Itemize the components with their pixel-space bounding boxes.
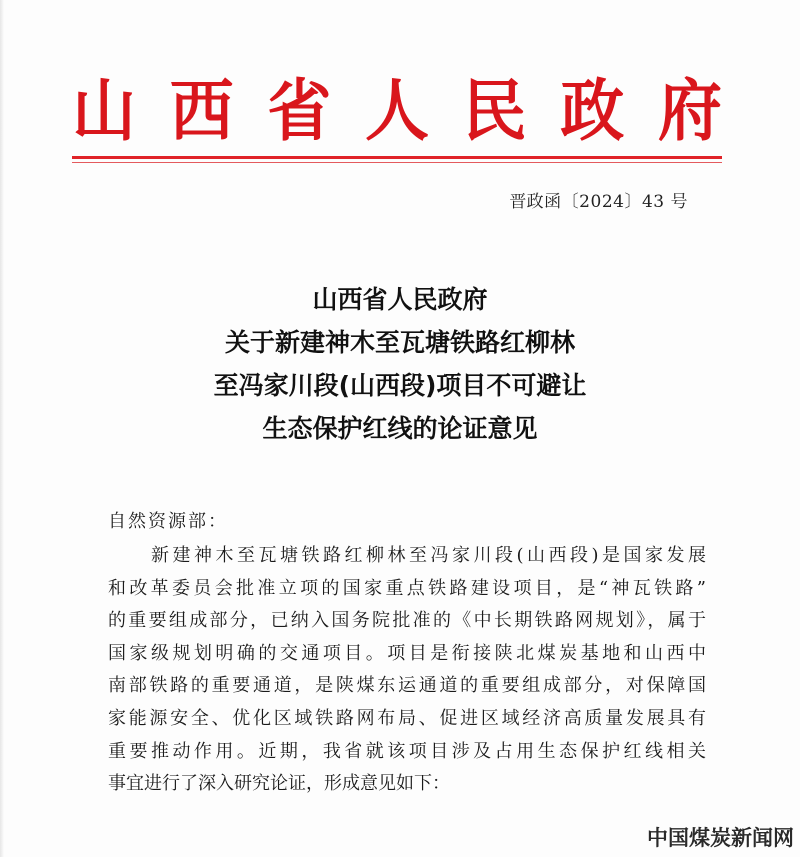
body-paragraph	[108, 540, 706, 801]
body-line: 的重要组成部分，已纳入国务院批准的《中长期铁路网规划》，属于	[108, 610, 706, 632]
body-line: 和改革委员会批准立项的国家重点铁路建设项目，是“神瓦铁路”	[108, 577, 706, 599]
document-title	[0, 278, 800, 450]
body-line: 新建神木至瓦塘铁路红柳林至冯家川段(山西段)是国家发展	[108, 545, 706, 566]
site-watermark: 中国煤炭新闻网	[647, 826, 794, 850]
header-char: 政	[560, 72, 625, 151]
issuer-header	[72, 72, 722, 152]
header-char: 民	[462, 72, 527, 151]
body-line: 事宜进行了深入研究论证，形成意见如下：	[108, 773, 450, 795]
header-char: 山	[72, 72, 136, 151]
title-line: 生态保护红线的论证意见	[262, 414, 538, 443]
document-number: 晋政函〔2024〕43 号	[509, 192, 688, 212]
body-line: 南部铁路的重要通道，是陕煤东运通道的重要组成部分，对保障国	[108, 675, 706, 697]
header-divider-thin	[72, 162, 722, 163]
title-line: 至冯家川段(山西段)项目不可避让	[213, 371, 587, 400]
header-char: 府	[657, 72, 722, 151]
header-char: 西	[169, 72, 234, 151]
header-char: 人	[364, 72, 429, 151]
body-line: 重要推动作用。近期，我省就该项目涉及占用生态保护红线相关	[108, 740, 706, 762]
header-char: 省	[267, 72, 332, 151]
salutation: 自然资源部：	[108, 511, 228, 532]
title-line: 山西省人民政府	[312, 285, 488, 314]
body-line: 国家级规划明确的交通项目。项目是衔接陕北煤炭基地和山西中	[108, 642, 706, 664]
title-line: 关于新建神木至瓦塘铁路红柳林	[224, 328, 575, 357]
body-line: 家能源安全、优化区域铁路网布局、促进区域经济高质量发展具有	[108, 707, 706, 729]
header-divider-thick	[72, 156, 722, 159]
